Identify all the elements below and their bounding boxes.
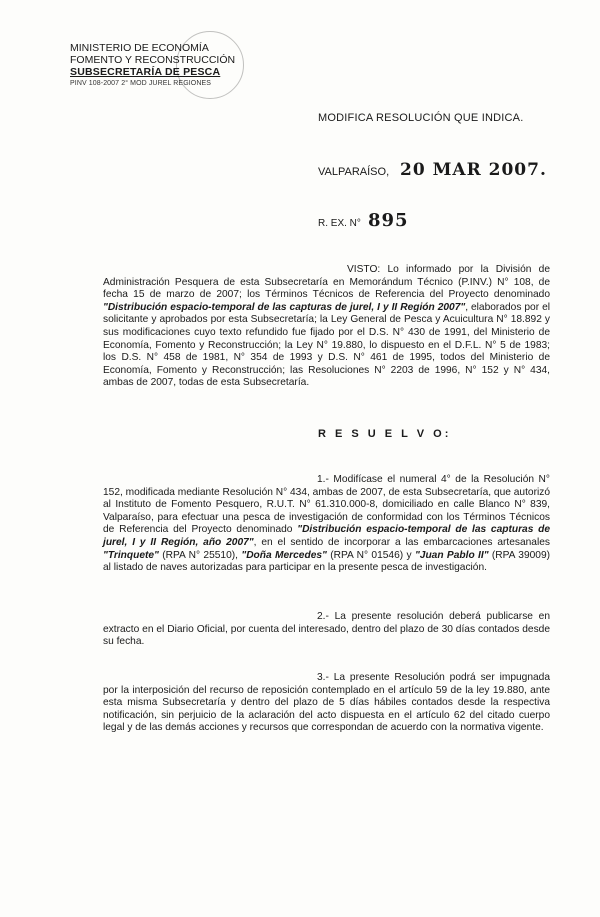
document-subject: MODIFICA RESOLUCIÓN QUE INDICA.: [318, 112, 524, 124]
resolution-point-2: 2.- La presente resolución deberá publicarse en extracto en el Diario Oficial, por cuenta del interesado, dentro del plazo de 30 días contados desde su fecha.: [103, 611, 550, 648]
resolution-point-1: [103, 474, 550, 575]
resolution-number: 895: [368, 210, 409, 231]
subsecretariat-name: SUBSECRETARÍA DE PESCA: [70, 66, 221, 78]
resolution-point-3: 3.- La presente Resolución podrá ser impugnada por la interposición del recurso de reposición contemplado en el artículo 59 de la ley 19.880, ante esta misma Subsecretaría y dentro del plazo de 5 días hábiles contados desde la respectiva notificación, sin perjuicio de la aclaración del acto dispuesta en el artículo 62 del citado cuerpo legal y de las demás acciones y recursos que correspondan de acuerdo con la normativa vigente.: [103, 672, 550, 734]
resolution-label: R. EX. N°: [318, 218, 361, 229]
vessel-juan-pablo: "Juan Pablo II": [414, 549, 489, 561]
point1-text-1: 1.- Modifícase el numeral 4° de la Resolución N° 152, modificada mediante Resolución N° 434, ambas de 2007, de esta Subsecretaría, que autorizó al Instituto de Fomento Pesquero, R.U.T. N° 61.310.000-8, domiciliado en calle Blanco N° 839, Valparaíso, para efectuar una pesca de investigación de conformidad con los Términos Técnicos de Referencia del Proyecto denominado: [103, 474, 550, 536]
visto-text-2: , elaborados por el solicitante y aprobados por esta Subsecretaría; la Ley General de Pesca y Acuicultura N° 18.892 y sus modificaciones cuyo texto refundido fue fijado por el D.S. N° 430 de 1991, del Ministerio de Economía, Fomento y Reconstrucción; la Ley N° 19.880, lo dispuesto en el D.F.L. N° 5 de 1983; los D.S. N° 458 de 1981, N° 354 de 1993 y D.S. N° 461 de 1995, todos del Ministerio de Economía, Fomento y Reconstrucción; las Resoluciones N° 2203 de 1996, N° 152 y N° 434, ambas de 2007, todas de esta Subsecretaría.: [103, 301, 551, 389]
visto-project-name: "Distribución espacio-temporal de las capturas de jurel, I y II Región 2007": [103, 301, 466, 313]
visto-paragraph: [103, 264, 550, 390]
point1-text-4: (RPA N° 01546) y: [326, 549, 415, 561]
point1-text-5: (RPA 39009) al listado de naves autorizadas para participar en la presente pesca de investigación.: [103, 549, 551, 574]
ministry-name: MINISTERIO DE ECONOMÍA: [70, 42, 209, 54]
visto-text-1: Lo informado por la División de Administración Pesquera de esta Subsecretaría en Memorándum Técnico (P.INV.) N° 108, de fecha 15 de marzo de 2007; los Términos Técnicos de Referencia del Proyecto denominado: [103, 264, 550, 301]
point1-project-name: "Distribución espacio-temporal de las capturas de jurel, I y II Región, año 2007": [103, 524, 551, 548]
ministry-subname: FOMENTO Y RECONSTRUCCIÓN: [70, 54, 236, 66]
vessel-trinquete: "Trinquete": [103, 549, 159, 561]
file-reference: PINV 108-2007 2° MOD JUREL REGIONES: [70, 80, 212, 87]
place-label: VALPARAÍSO,: [318, 166, 390, 178]
handwritten-date: 20 MAR 2007.: [400, 160, 547, 180]
resuelvo-heading: R E S U E L V O:: [318, 428, 452, 440]
point1-text-2: , en el sentido de incorporar a las embarcaciones artesanales: [253, 536, 550, 548]
point1-text-3: (RPA N° 25510),: [158, 549, 242, 561]
vessel-dona-mercedes: "Doña Mercedes": [241, 549, 327, 561]
visto-label: VISTO:: [347, 264, 381, 275]
letterhead: [70, 42, 235, 90]
